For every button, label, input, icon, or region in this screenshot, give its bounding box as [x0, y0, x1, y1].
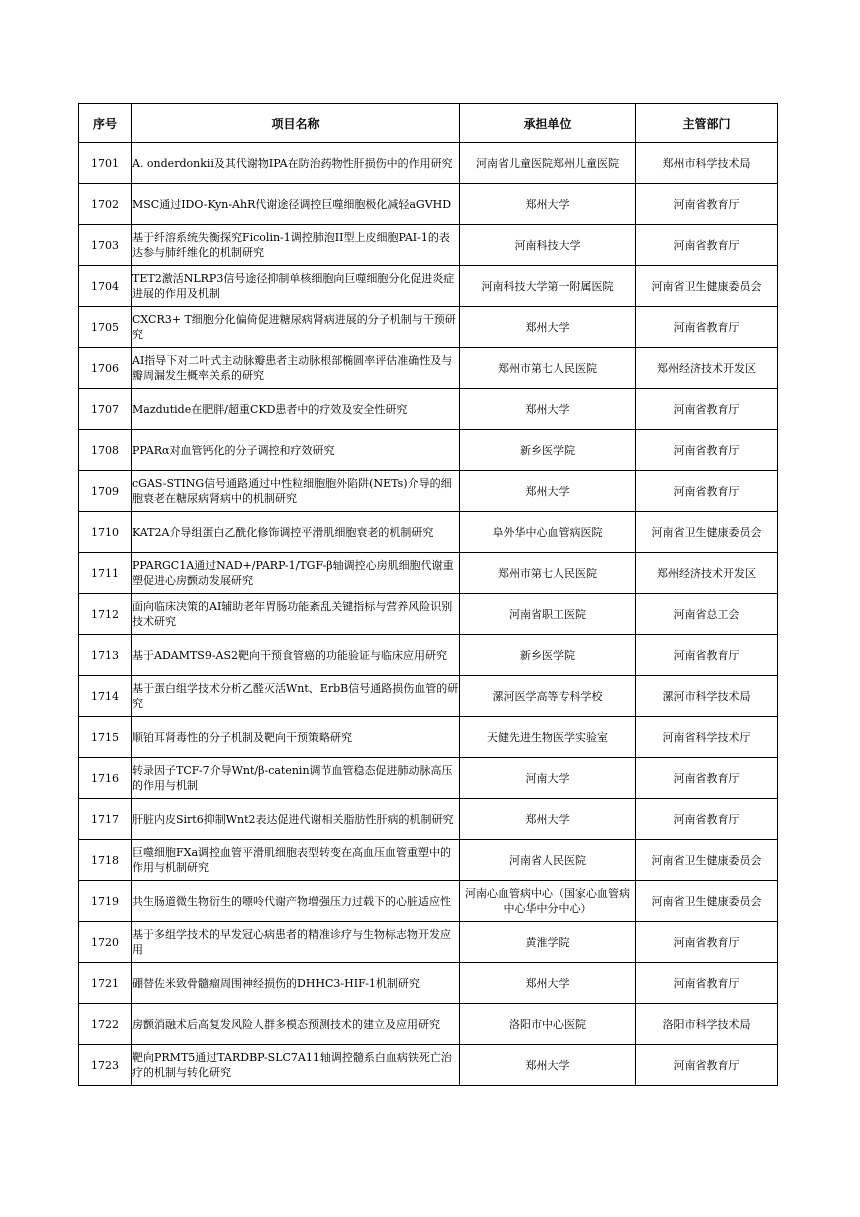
serial-number-cell: 1711 — [79, 553, 132, 594]
project-name-cell: PPARGC1A通过NAD+/PARP-1/TGF-β轴调控心房肌细胞代谢重塑促进心房颤动发展研究 — [132, 553, 460, 594]
organization-cell: 郑州大学 — [460, 1045, 636, 1086]
department-cell: 河南省教育厅 — [636, 389, 778, 430]
project-name-cell: CXCR3+ T细胞分化偏倚促进糖尿病肾病进展的分子机制与干预研究 — [132, 307, 460, 348]
serial-number-cell: 1703 — [79, 225, 132, 266]
header-department: 主管部门 — [636, 104, 778, 143]
project-name-cell: TET2激活NLRP3信号途径抑制单核细胞向巨噬细胞分化促进炎症进展的作用及机制 — [132, 266, 460, 307]
department-cell: 河南省教育厅 — [636, 922, 778, 963]
header-serial-number: 序号 — [79, 104, 132, 143]
serial-number-cell: 1719 — [79, 881, 132, 922]
department-cell: 洛阳市科学技术局 — [636, 1004, 778, 1045]
organization-cell: 郑州市第七人民医院 — [460, 553, 636, 594]
serial-number-cell: 1710 — [79, 512, 132, 553]
department-cell: 河南省教育厅 — [636, 307, 778, 348]
project-name-cell: KAT2A介导组蛋白乙酰化修饰调控平滑肌细胞衰老的机制研究 — [132, 512, 460, 553]
project-name-cell: AI指导下对二叶式主动脉瓣患者主动脉根部椭圆率评估准确性及与瓣周漏发生概率关系的研究 — [132, 348, 460, 389]
table-row — [79, 389, 778, 430]
organization-cell: 郑州大学 — [460, 389, 636, 430]
department-cell: 河南省教育厅 — [636, 471, 778, 512]
table-row — [79, 922, 778, 963]
project-name-cell: MSC通过IDO-Kyn-AhR代谢途径调控巨噬细胞极化减轻aGVHD — [132, 184, 460, 225]
serial-number-cell: 1705 — [79, 307, 132, 348]
table-row — [79, 184, 778, 225]
department-cell: 河南省教育厅 — [636, 758, 778, 799]
project-name-cell: 基于ADAMTS9-AS2靶向干预食管癌的功能验证与临床应用研究 — [132, 635, 460, 676]
table-row — [79, 1045, 778, 1086]
project-name-cell: cGAS-STING信号通路通过中性粒细胞胞外陷阱(NETs)介导的细胞衰老在糖尿病肾病中的机制研究 — [132, 471, 460, 512]
organization-cell: 河南大学 — [460, 758, 636, 799]
serial-number-cell: 1723 — [79, 1045, 132, 1086]
serial-number-cell: 1713 — [79, 635, 132, 676]
organization-cell: 郑州大学 — [460, 471, 636, 512]
organization-cell: 河南科技大学第一附属医院 — [460, 266, 636, 307]
table-row — [79, 430, 778, 471]
table-row — [79, 758, 778, 799]
project-name-cell: 顺铂耳肾毒性的分子机制及靶向干预策略研究 — [132, 717, 460, 758]
department-cell: 河南省教育厅 — [636, 1045, 778, 1086]
table-row — [79, 348, 778, 389]
table-row — [79, 1004, 778, 1045]
project-name-cell: PPARα对血管钙化的分子调控和疗效研究 — [132, 430, 460, 471]
table-row — [79, 717, 778, 758]
project-name-cell: 巨噬细胞FXa调控血管平滑肌细胞表型转变在高血压血管重塑中的作用与机制研究 — [132, 840, 460, 881]
serial-number-cell: 1716 — [79, 758, 132, 799]
serial-number-cell: 1704 — [79, 266, 132, 307]
project-name-cell: 基于蛋白组学技术分析乙醛灭活Wnt、ErbB信号通路损伤血管的研究 — [132, 676, 460, 717]
department-cell: 郑州经济技术开发区 — [636, 348, 778, 389]
organization-cell: 新乡医学院 — [460, 430, 636, 471]
serial-number-cell: 1714 — [79, 676, 132, 717]
organization-cell: 河南省人民医院 — [460, 840, 636, 881]
serial-number-cell: 1702 — [79, 184, 132, 225]
table-row — [79, 840, 778, 881]
serial-number-cell: 1701 — [79, 143, 132, 184]
table-row — [79, 225, 778, 266]
organization-cell: 黄淮学院 — [460, 922, 636, 963]
department-cell: 河南省教育厅 — [636, 225, 778, 266]
project-name-cell: 基于多组学技术的早发冠心病患者的精准诊疗与生物标志物开发应用 — [132, 922, 460, 963]
table-row — [79, 881, 778, 922]
serial-number-cell: 1709 — [79, 471, 132, 512]
department-cell: 郑州市科学技术局 — [636, 143, 778, 184]
department-cell: 河南省卫生健康委员会 — [636, 512, 778, 553]
serial-number-cell: 1715 — [79, 717, 132, 758]
project-name-cell: 肝脏内皮Sirt6抑制Wnt2表达促进代谢相关脂肪性肝病的机制研究 — [132, 799, 460, 840]
header-organization: 承担单位 — [460, 104, 636, 143]
serial-number-cell: 1718 — [79, 840, 132, 881]
department-cell: 河南省教育厅 — [636, 184, 778, 225]
header-project-name: 项目名称 — [132, 104, 460, 143]
project-name-cell: 转录因子TCF-7介导Wnt/β-catenin调节血管稳态促进肺动脉高压的作用与机制 — [132, 758, 460, 799]
project-name-cell: 房颤消融术后高复发风险人群多模态预测技术的建立及应用研究 — [132, 1004, 460, 1045]
table-row — [79, 471, 778, 512]
organization-cell: 郑州大学 — [460, 799, 636, 840]
table-row — [79, 553, 778, 594]
organization-cell: 郑州大学 — [460, 307, 636, 348]
department-cell: 河南省教育厅 — [636, 799, 778, 840]
serial-number-cell: 1712 — [79, 594, 132, 635]
organization-cell: 河南省儿童医院郑州儿童医院 — [460, 143, 636, 184]
table-row — [79, 512, 778, 553]
department-cell: 漯河市科学技术局 — [636, 676, 778, 717]
project-name-cell: 硼替佐米致骨髓瘤周围神经损伤的DHHC3-HIF-1机制研究 — [132, 963, 460, 1004]
department-cell: 河南省总工会 — [636, 594, 778, 635]
organization-cell: 漯河医学高等专科学校 — [460, 676, 636, 717]
project-name-cell: A. onderdonkii及其代谢物IPA在防治药物性肝损伤中的作用研究 — [132, 143, 460, 184]
serial-number-cell: 1721 — [79, 963, 132, 1004]
organization-cell: 阜外华中心血管病医院 — [460, 512, 636, 553]
department-cell: 河南省卫生健康委员会 — [636, 266, 778, 307]
organization-cell: 河南心血管病中心（国家心血管病中心华中分中心） — [460, 881, 636, 922]
department-cell: 河南省卫生健康委员会 — [636, 881, 778, 922]
table-row — [79, 143, 778, 184]
organization-cell: 天健先进生物医学实验室 — [460, 717, 636, 758]
organization-cell: 新乡医学院 — [460, 635, 636, 676]
project-name-cell: 面向临床决策的AI辅助老年胃肠功能紊乱关键指标与营养风险识别技术研究 — [132, 594, 460, 635]
organization-cell: 河南科技大学 — [460, 225, 636, 266]
project-name-cell: Mazdutide在肥胖/超重CKD患者中的疗效及安全性研究 — [132, 389, 460, 430]
project-table — [78, 103, 778, 1086]
table-row — [79, 963, 778, 1004]
department-cell: 河南省科学技术厅 — [636, 717, 778, 758]
serial-number-cell: 1720 — [79, 922, 132, 963]
table-row — [79, 266, 778, 307]
department-cell: 河南省卫生健康委员会 — [636, 840, 778, 881]
organization-cell: 郑州大学 — [460, 184, 636, 225]
department-cell: 郑州经济技术开发区 — [636, 553, 778, 594]
organization-cell: 郑州大学 — [460, 963, 636, 1004]
table-body — [79, 143, 778, 1086]
table-row — [79, 635, 778, 676]
organization-cell: 洛阳市中心医院 — [460, 1004, 636, 1045]
table-row — [79, 799, 778, 840]
department-cell: 河南省教育厅 — [636, 635, 778, 676]
table-row — [79, 307, 778, 348]
organization-cell: 河南省职工医院 — [460, 594, 636, 635]
project-name-cell: 共生肠道微生物衍生的嘌呤代谢产物增强压力过载下的心脏适应性 — [132, 881, 460, 922]
department-cell: 河南省教育厅 — [636, 430, 778, 471]
project-name-cell: 基于纤溶系统失衡探究Ficolin-1调控肺泡II型上皮细胞PAI-1的表达参与肺纤维化的机制研究 — [132, 225, 460, 266]
serial-number-cell: 1708 — [79, 430, 132, 471]
organization-cell: 郑州市第七人民医院 — [460, 348, 636, 389]
serial-number-cell: 1717 — [79, 799, 132, 840]
table-row — [79, 676, 778, 717]
table-row — [79, 594, 778, 635]
serial-number-cell: 1706 — [79, 348, 132, 389]
table-header-row — [79, 104, 778, 143]
project-name-cell: 靶向PRMT5通过TARDBP-SLC7A11轴调控髓系白血病铁死亡治疗的机制与转化研究 — [132, 1045, 460, 1086]
serial-number-cell: 1722 — [79, 1004, 132, 1045]
serial-number-cell: 1707 — [79, 389, 132, 430]
department-cell: 河南省教育厅 — [636, 963, 778, 1004]
